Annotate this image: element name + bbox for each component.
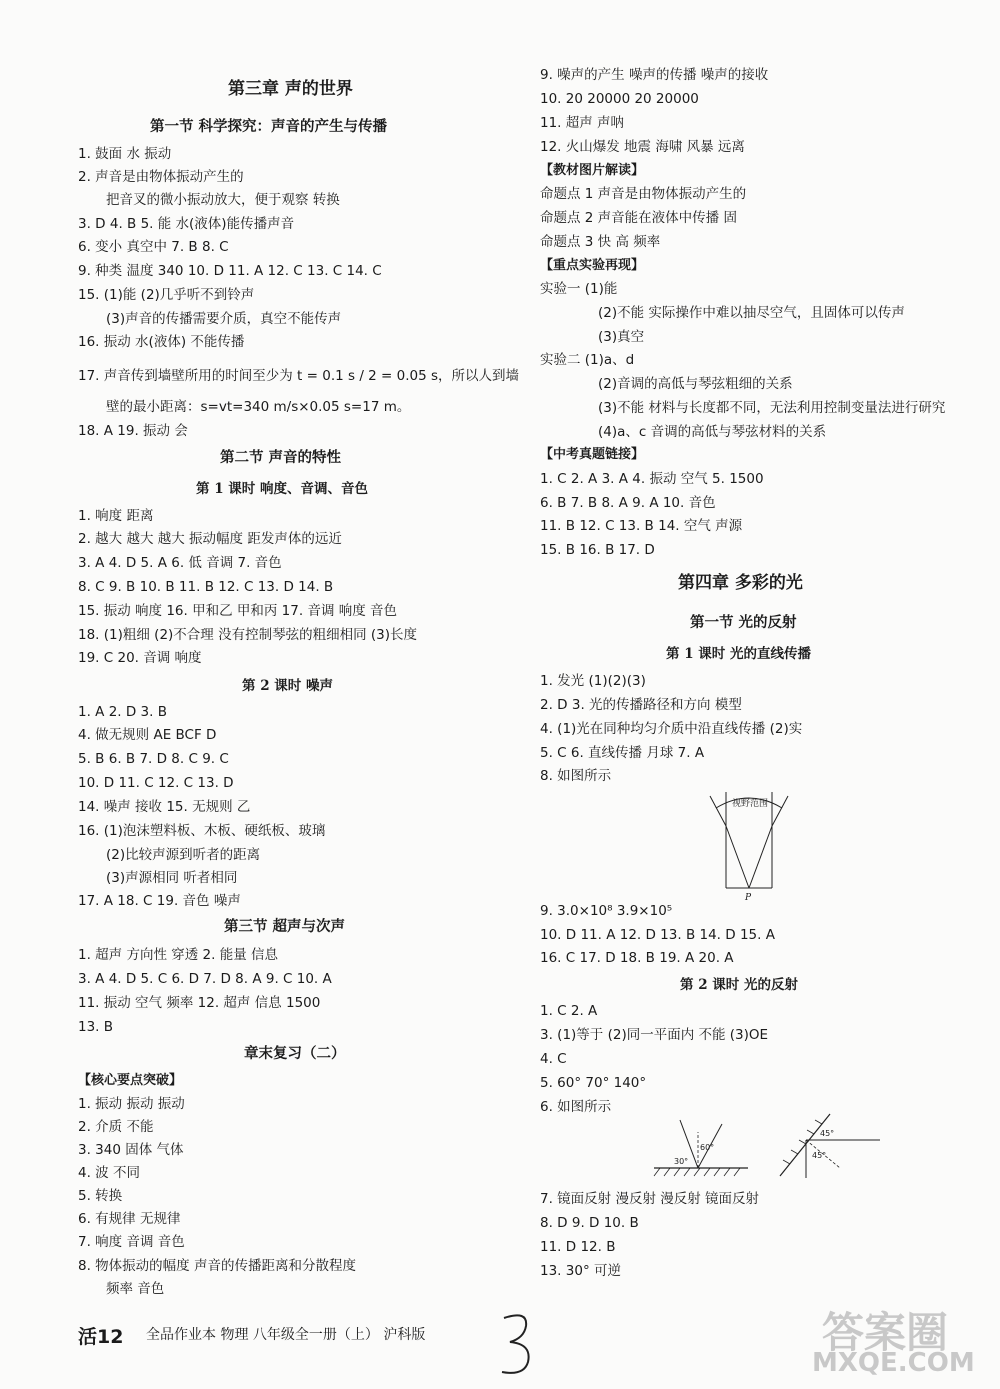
answer-line: 8. 如图所示	[540, 768, 612, 784]
answer-line: 14. 噪声 接收 15. 无规则 乙	[78, 799, 251, 815]
answer-line: 5. 60° 70° 140°	[540, 1075, 647, 1091]
answer-line: 【核心要点突破】	[78, 1073, 183, 1088]
answer-line: 10. D 11. A 12. D 13. B 14. D 15. A	[540, 927, 775, 943]
answer-line: 9. 噪声的产生 噪声的传播 噪声的接收	[540, 67, 769, 83]
angle-45b-label: 45°	[812, 1151, 827, 1160]
answer-line: 6. 如图所示	[540, 1099, 612, 1115]
page-footer	[78, 1318, 518, 1358]
answer-line: 18. A 19. 振动 会	[78, 423, 188, 439]
answer-line: 命题点 2 声音能在液体中传播 固	[540, 210, 737, 226]
answer-line: 1. A 2. D 3. B	[78, 704, 167, 720]
answer-line: 10. 20 20000 20 20000	[540, 91, 699, 107]
answer-line: 把音叉的微小振动放大，便于观察 转换	[106, 192, 340, 208]
handwritten-mark	[498, 1310, 538, 1380]
answer-line: 13. B	[78, 1019, 114, 1035]
answer-line: 6. 有规律 无规律	[78, 1211, 181, 1227]
answer-line: 15. (1)能 (2)几乎听不到铃声	[78, 287, 255, 303]
answer-line: 1. 响度 距离	[78, 508, 154, 524]
answer-line: 实验二 (1)a、d	[540, 352, 635, 368]
section-heading: 章末复习（二）	[244, 1045, 346, 1062]
point-p-label: P	[745, 893, 752, 902]
answer-line: 1. C 2. A 3. A 4. 振动 空气 5. 1500	[540, 471, 764, 487]
reflection-figure	[650, 1110, 890, 1180]
answer-line: 18. (1)粗细 (2)不合理 没有控制琴弦的粗细相同 (3)长度	[78, 627, 418, 643]
section-heading: 第一节 光的反射	[690, 614, 797, 631]
answer-line: 17. A 18. C 19. 音色 噪声	[78, 893, 241, 909]
answer-line: 【教材图片解读】	[540, 163, 645, 178]
watermark-url: MXQE.COM	[812, 1348, 975, 1378]
answer-line: 9. 3.0×10⁸ 3.9×10⁵	[540, 903, 673, 919]
field-of-view-figure	[706, 790, 806, 902]
answer-line: (4)a、c 音调的高低与琴弦材料的关系	[598, 424, 827, 440]
answer-line: (2)不能 实际操作中难以抽尽空气，且固体可以传声	[598, 305, 905, 321]
answer-line: 11. 超声 声呐	[540, 115, 625, 131]
section-heading: 第三章 声的世界	[228, 79, 353, 99]
answer-line: 3. A 4. D 5. C 6. D 7. D 8. A 9. C 10. A	[78, 971, 332, 987]
answer-line: 1. 发光 (1)(2)(3)	[540, 673, 646, 689]
answer-line: (3)不能 材料与长度都不同，无法利用控制变量法进行研究	[598, 400, 946, 416]
answer-line: 2. D 3. 光的传播路径和方向 模型	[540, 697, 742, 713]
answer-line: (3)声源相同 听者相同	[106, 870, 238, 886]
view-range-label: 视野范围	[732, 799, 769, 809]
answer-line: 8. 物体振动的幅度 声音的传播距离和分散程度	[78, 1258, 356, 1274]
answer-line: 1. 振动 振动 振动	[78, 1096, 185, 1112]
section-heading: 第三节 超声与次声	[224, 918, 346, 935]
answer-line: (2)比较声源到听者的距离	[106, 847, 261, 863]
answer-line: (3)真空	[598, 329, 645, 345]
answer-line: 命题点 1 声音是由物体振动产生的	[540, 186, 747, 202]
answer-line: 11. 振动 空气 频率 12. 超声 信息 1500	[78, 995, 321, 1011]
answer-line: 6. B 7. B 8. A 9. A 10. 音色	[540, 495, 716, 511]
answer-line: 16. 振动 水(液体) 不能传播	[78, 334, 245, 350]
answer-line: 1. C 2. A	[540, 1003, 598, 1019]
answer-line: 13. 30° 可逆	[540, 1263, 621, 1279]
angle-45a-label: 45°	[820, 1129, 835, 1138]
answer-line: 8. D 9. D 10. B	[540, 1215, 639, 1231]
angle-30-label: 30°	[674, 1157, 689, 1166]
answer-line: 【重点实验再现】	[540, 258, 645, 273]
answer-line: 17. 声音传到墙壁所用的时间至少为 t = 0.1 s / 2 = 0.05 s，所以人到墙	[78, 368, 520, 384]
handwritten-text: 3	[498, 1310, 499, 1311]
answer-line: 壁的最小距离：s=vt=340 m/s×0.05 s=17 m。	[106, 399, 411, 415]
answer-line: 2. 越大 越大 越大 振动幅度 距发声体的远近	[78, 531, 342, 547]
answer-line: 3. D 4. B 5. 能 水(液体)能传播声音	[78, 216, 295, 232]
section-heading: 第四章 多彩的光	[678, 573, 803, 593]
answer-line: 【中考真题链接】	[540, 447, 645, 462]
answer-line: 11. B 12. C 13. B 14. 空气 声源	[540, 518, 743, 534]
answer-line: 命题点 3 快 高 频率	[540, 234, 661, 250]
answer-line: 11. D 12. B	[540, 1239, 616, 1255]
answer-line: 10. D 11. C 12. C 13. D	[78, 775, 234, 791]
section-heading: 第 2 课时 噪声	[242, 678, 333, 694]
answer-line: 3. A 4. D 5. A 6. 低 音调 7. 音色	[78, 555, 282, 571]
answer-line: 8. C 9. B 10. B 11. B 12. C 13. D 14. B	[78, 579, 334, 595]
answer-line: 4. 做无规则 AE BCF D	[78, 727, 217, 743]
answer-line: 2. 介质 不能	[78, 1119, 154, 1135]
answer-line: 7. 镜面反射 漫反射 漫反射 镜面反射	[540, 1191, 760, 1207]
answer-line: 16. (1)泡沫塑料板、木板、硬纸板、玻璃	[78, 823, 326, 839]
answer-line: (3)声音的传播需要介质，真空不能传声	[106, 311, 342, 327]
answer-line: 6. 变小 真空中 7. B 8. C	[78, 239, 229, 255]
answer-line: 7. 响度 音调 音色	[78, 1234, 185, 1250]
answer-line: 5. B 6. B 7. D 8. C 9. C	[78, 751, 229, 767]
answer-line: 2. 声音是由物体振动产生的	[78, 169, 244, 185]
answer-line: 19. C 20. 音调 响度	[78, 650, 202, 666]
section-heading: 第 2 课时 光的反射	[680, 977, 798, 993]
answer-line: 15. B 16. B 17. D	[540, 542, 655, 558]
answer-line: 15. 振动 响度 16. 甲和乙 甲和丙 17. 音调 响度 音色	[78, 603, 398, 619]
section-heading: 第一节 科学探究：声音的产生与传播	[150, 118, 388, 135]
answer-line: (2)音调的高低与琴弦粗细的关系	[598, 376, 793, 392]
section-heading: 第 1 课时 光的直线传播	[666, 646, 811, 662]
answer-line: 12. 火山爆发 地震 海啸 风暴 远离	[540, 139, 745, 155]
answer-line: 4. 波 不同	[78, 1165, 140, 1181]
page-number: 活12	[78, 1326, 124, 1348]
answer-line: 3. (1)等于 (2)同一平面内 不能 (3)OE	[540, 1027, 769, 1043]
answer-line: 4. (1)光在同种均匀介质中沿直线传播 (2)实	[540, 721, 803, 737]
section-heading: 第二节 声音的特性	[220, 449, 342, 466]
answer-line: 频率 音色	[106, 1281, 165, 1297]
book-title: 全品作业本 物理 八年级全一册（上） 沪科版	[146, 1327, 426, 1343]
answer-line: 5. 转换	[78, 1188, 123, 1204]
section-heading: 第 1 课时 响度、音调、音色	[196, 481, 368, 497]
answer-line: 9. 种类 温度 340 10. D 11. A 12. C 13. C 14. C	[78, 263, 382, 279]
watermark-logo-text: 答案圈	[822, 1308, 949, 1357]
answer-line: 3. 340 固体 气体	[78, 1142, 184, 1158]
answer-line: 1. 超声 方向性 穿透 2. 能量 信息	[78, 947, 279, 963]
answer-line: 实验一 (1)能	[540, 281, 618, 297]
answer-line: 5. C 6. 直线传播 月球 7. A	[540, 745, 705, 761]
answer-line: 4. C	[540, 1051, 567, 1067]
answer-line: 1. 鼓面 水 振动	[78, 146, 172, 162]
angle-60-label: 60°	[700, 1143, 715, 1152]
answer-line: 16. C 17. D 18. B 19. A 20. A	[540, 950, 734, 966]
